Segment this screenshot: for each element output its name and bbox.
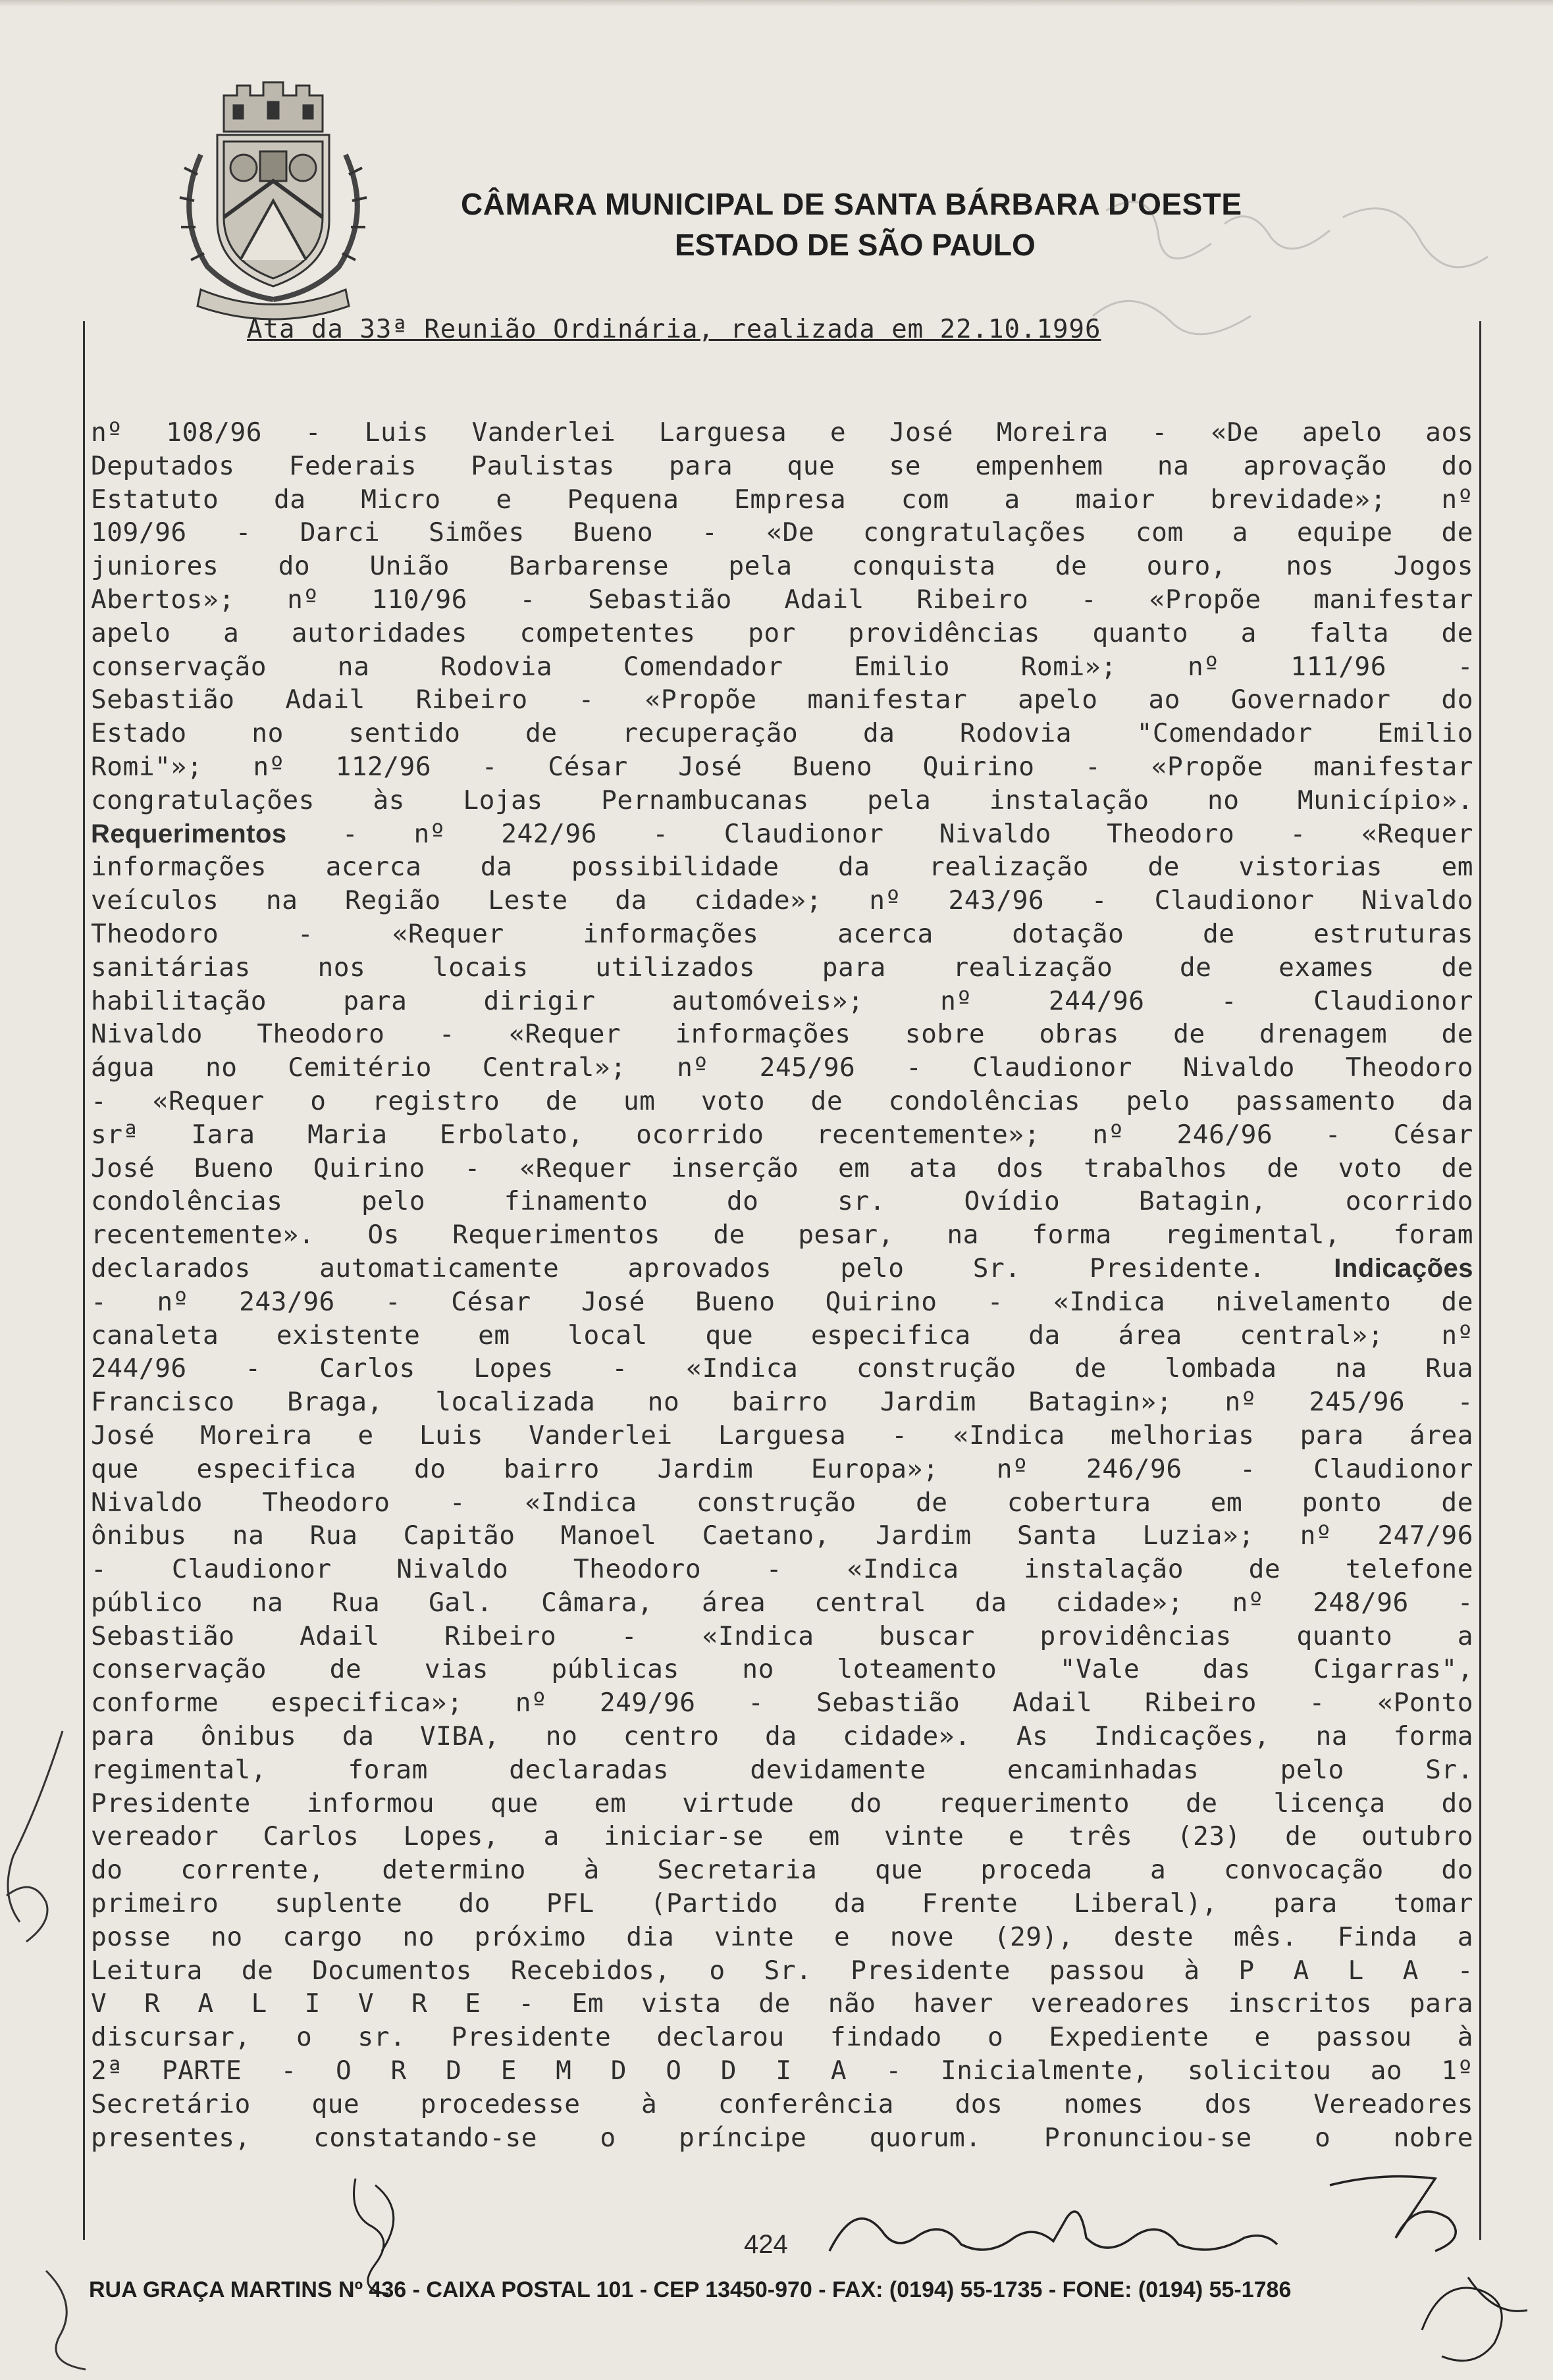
body-line: informações acerca da possibilidade da realização de vistorias em [91,852,1473,883]
body-line: Deputados Federais Paulistas para que se empenhem na aprovação do [91,450,1473,481]
body-line: presentes, constatando-se o príncipe quorum. Pronunciou-se o nobre [91,2122,1473,2153]
body-line: regimental, foram declaradas devidamente encaminhadas pelo Sr. [91,1754,1473,1785]
body-line: srª Iara Maria Erbolato, ocorrido recentemente»; nº 246/96 - César [91,1119,1473,1150]
body-line: congratulações às Lojas Pernambucanas pela instalação no Município». [91,785,1473,815]
institution-name: CÂMARA MUNICIPAL DE SANTA BÁRBARA D'OESTE [461,187,1242,221]
body-line: Francisco Braga, localizada no bairro Jardim Batagin»; nº 245/96 - [91,1387,1473,1418]
body-line: Sebastião Adail Ribeiro - «Indica buscar providências quanto a [91,1620,1473,1651]
body-line: posse no cargo no próximo dia vinte e nove (29), deste mês. Finda a [91,1921,1473,1952]
body-line: canaleta existente em local que especifica da área central»; nº [91,1320,1473,1351]
state-name: ESTADO DE SÃO PAULO [675,228,1036,262]
body-line: 2ª PARTE - O R D E M D O D I A - Inicialmente, solicitou ao 1º [91,2056,1473,2086]
body-line: Sebastião Adail Ribeiro - «Propõe manifestar apelo ao Governador do [91,685,1473,715]
body-line: conservação na Rodovia Comendador Emilio Romi»; nº 111/96 - [91,651,1473,682]
body-line: recentemente». Os Requerimentos de pesar, na forma regimental, foram [91,1220,1473,1251]
body-line: Leitura de Documentos Recebidos, o Sr. Presidente passou à P A L A - [91,1955,1473,1986]
body-line: Romi"»; nº 112/96 - César José Bueno Quirino - «Propõe manifestar [91,751,1473,782]
municipal-coat-of-arms-icon [161,69,385,323]
body-line: Theodoro - «Requer informações acerca dotação de estruturas [91,918,1473,949]
body-line: conforme especifica»; nº 249/96 - Sebastião Adail Ribeiro - «Ponto [91,1688,1473,1719]
body-line: ônibus na Rua Capitão Manoel Caetano, Jardim Santa Luzia»; nº 247/96 [91,1520,1473,1551]
body-line: apelo a autoridades competentes por providências quanto a falta de [91,617,1473,648]
margin-signature-1 [0,1724,72,1961]
body-line: José Moreira e Luis Vanderlei Larguesa - «Indica melhorias para área [91,1420,1473,1451]
minutes-title: Ata da 33ª Reunião Ordinária, realizada em 22.10.1996 [247,315,1101,344]
body-line: juniores do União Barbarense pela conquista de ouro, nos Jogos [91,551,1473,582]
body-line: Secretário que procedesse à conferência dos nomes dos Vereadores [91,2088,1473,2119]
body-line: Nivaldo Theodoro - «Requer informações sobre obras de drenagem de [91,1019,1473,1050]
margin-signature-2 [1402,2251,1534,2376]
body-line: 109/96 - Darci Simões Bueno - «De congratulações com a equipe de [91,517,1473,548]
body-line: que especifica do bairro Jardim Europa»; nº 246/96 - Claudionor [91,1453,1473,1484]
body-line: Abertos»; nº 110/96 - Sebastião Adail Ribeiro - «Propõe manifestar [91,584,1473,615]
signature-2 [816,2192,1290,2271]
page-edge [0,0,1553,7]
signature-3 [1317,2159,1475,2258]
body-line: Estado no sentido de recuperação da Rodovia "Comendador Emilio [91,718,1473,749]
body-line: discursar, o sr. Presidente declarou findado o Expediente e passou à [91,2022,1473,2053]
body-line: V R A L I V R E - Em vista de não haver vereadores inscritos para [91,1988,1473,2019]
body-line: declarados automaticamente aprovados pelo Sr. Presidente. Indicações [91,1253,1473,1283]
body-line: 244/96 - Carlos Lopes - «Indica construção de lombada na Rua [91,1353,1473,1384]
body-line: José Bueno Quirino - «Requer inserção em ata dos trabalhos de voto de [91,1152,1473,1183]
minutes-body [91,416,1473,2154]
body-line: público na Rua Gal. Câmara, área central da cidade»; nº 248/96 - [91,1587,1473,1618]
page-number: 424 [744,2230,788,2259]
address-footer: RUA GRAÇA MARTINS Nº 436 - CAIXA POSTAL 101 - CEP 13450-970 - FAX: (0194) 55-1735 - FONE: (0194) 55-1786 [89,2277,1292,2302]
body-line: conservação de vias públicas no loteamento "Vale das Cigarras", [91,1654,1473,1685]
body-line: - «Requer o registro de um voto de condolências pelo passamento da [91,1085,1473,1116]
body-line: primeiro suplente do PFL (Partido da Frente Liberal), para tomar [91,1888,1473,1919]
body-line: Presidente informou que em virtude do requerimento de licença do [91,1788,1473,1819]
body-line: nº 108/96 - Luis Vanderlei Larguesa e José Moreira - «De apelo aos [91,417,1473,448]
body-line: veículos na Região Leste da cidade»; nº 243/96 - Claudionor Nivaldo [91,885,1473,916]
body-line: do corrente, determino à Secretaria que proceda a convocação do [91,1855,1473,1886]
body-line: condolências pelo finamento do sr. Ovídio Batagin, ocorrido [91,1186,1473,1217]
section-heading: Indicações [1334,1253,1473,1283]
body-line: habilitação para dirigir automóveis»; nº 244/96 - Claudionor [91,985,1473,1016]
body-line: Nivaldo Theodoro - «Indica construção de cobertura em ponto de [91,1487,1473,1518]
body-line: sanitárias nos locais utilizados para realização de exames de [91,952,1473,983]
body-line: Requerimentos - nº 242/96 - Claudionor Nivaldo Theodoro - «Requer [91,818,1473,849]
body-line: água no Cemitério Central»; nº 245/96 - Claudionor Nivaldo Theodoro [91,1052,1473,1083]
section-heading: Requerimentos [91,819,287,848]
body-line: vereador Carlos Lopes, a iniciar-se em vinte e três (23) de outubro [91,1821,1473,1852]
body-line: - Claudionor Nivaldo Theodoro - «Indica instalação de telefone [91,1554,1473,1585]
body-line: Estatuto da Micro e Pequena Empresa com a maior brevidade»; nº [91,484,1473,515]
body-line: - nº 243/96 - César José Bueno Quirino - «Indica nivelamento de [91,1286,1473,1317]
body-line: para ônibus da VIBA, no centro da cidade». As Indicações, na forma [91,1721,1473,1752]
